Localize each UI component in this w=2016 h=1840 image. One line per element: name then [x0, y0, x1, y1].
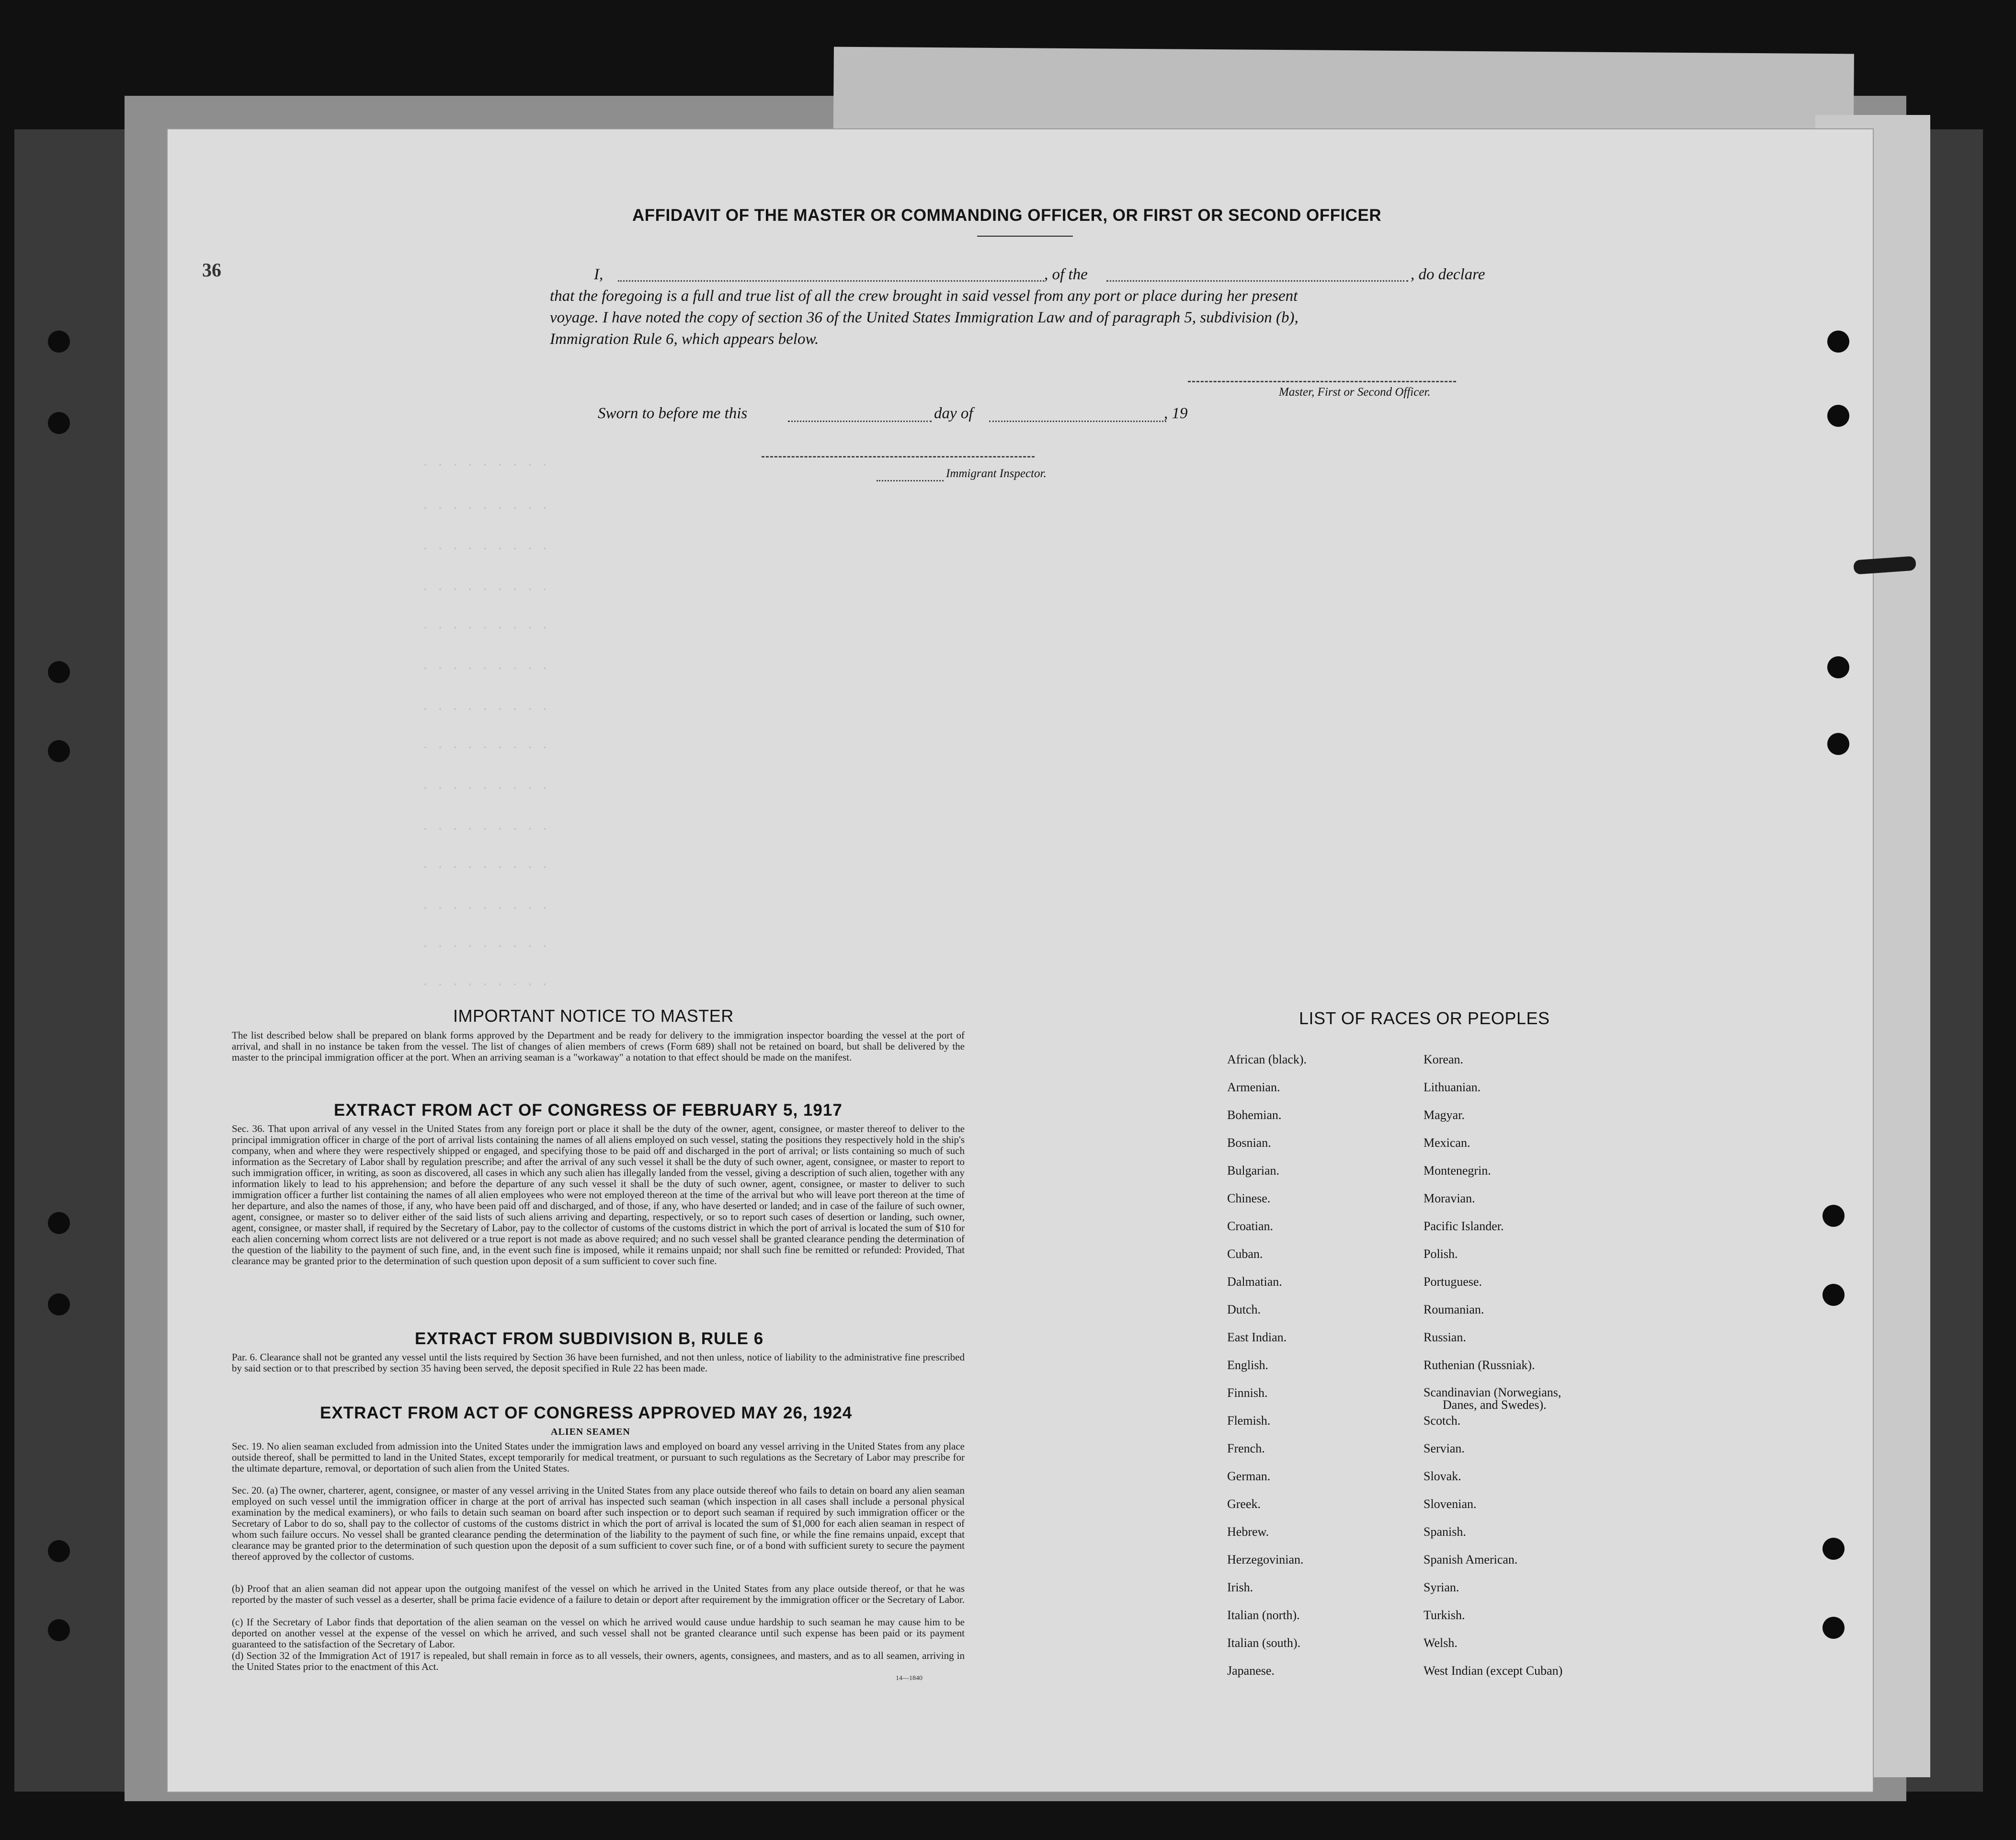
- race-item: Spanish.: [1424, 1525, 1466, 1539]
- race-item: Polish.: [1424, 1247, 1458, 1261]
- extract-1924-title: EXTRACT FROM ACT OF CONGRESS APPROVED MAY 26, 1924: [320, 1404, 853, 1422]
- race-item: Herzegovinian.: [1227, 1553, 1304, 1566]
- race-item: Magyar.: [1424, 1108, 1465, 1122]
- affidavit-line-2: voyage. I have noted the copy of section 36 of the United States Immigration Law and of paragraph 5, subdivision (b),: [550, 309, 1298, 326]
- race-item: Korean.: [1424, 1052, 1464, 1066]
- notice-body: The list described below shall be prepared on blank forms approved by the Department and be ready for delivery to the immigration inspector boarding the vessel at the port of arrival, and shall in no instance be taken from the vessel. The list of changes of alien members of crews (Form 689) shall not be retained on board, but shall be delivered by the master to the principal immigration officer at the port. When an arriving seaman is a "workaway" a notation to that effect should be made on the manifest.: [232, 1029, 965, 1063]
- affidavit-line-3: Immigration Rule 6, which appears below.: [550, 331, 819, 348]
- race-item: Cuban.: [1227, 1247, 1263, 1261]
- race-item: Welsh.: [1424, 1636, 1458, 1650]
- race-item: Japanese.: [1227, 1664, 1275, 1678]
- race-item: Scotch.: [1424, 1414, 1461, 1428]
- race-item: Montenegrin.: [1424, 1164, 1491, 1177]
- race-item: French.: [1227, 1441, 1265, 1455]
- master-signature-field[interactable]: [1188, 381, 1456, 382]
- race-item: Slovenian.: [1424, 1497, 1477, 1511]
- race-item: East Indian.: [1227, 1330, 1287, 1344]
- binder-hole-icon: [48, 412, 70, 434]
- alien-seamen-subtitle: ALIEN SEAMEN: [551, 1427, 630, 1437]
- master-name-field[interactable]: [618, 280, 1044, 282]
- binder-hole-icon: [1822, 1538, 1845, 1560]
- binder-hole-icon: [48, 1212, 70, 1234]
- race-item: Turkish.: [1424, 1608, 1465, 1622]
- race-item: Dutch.: [1227, 1303, 1261, 1316]
- race-item: Russian.: [1424, 1330, 1466, 1344]
- affidavit-i-label: I,: [594, 266, 604, 283]
- race-item: Bosnian.: [1227, 1136, 1271, 1150]
- race-item: Hebrew.: [1227, 1525, 1269, 1539]
- race-item: Croatian.: [1227, 1219, 1274, 1233]
- binder-hole-icon: [48, 1293, 70, 1315]
- race-item: Irish.: [1227, 1580, 1253, 1594]
- master-signature-label: Master, First or Second Officer.: [1279, 386, 1431, 399]
- race-item: Italian (north).: [1227, 1608, 1300, 1622]
- race-item: Greek.: [1227, 1497, 1261, 1511]
- binder-hole-icon: [48, 331, 70, 353]
- race-item: West Indian (except Cuban): [1424, 1664, 1563, 1678]
- sworn-month-field[interactable]: [989, 421, 1166, 422]
- binder-hole-icon: [1827, 405, 1849, 427]
- race-item: Bohemian.: [1227, 1108, 1282, 1122]
- affidavit-of-the-label: , of the: [1044, 266, 1088, 283]
- binder-hole-icon: [1822, 1205, 1845, 1227]
- extract-1924-section-20c: (c) If the Secretary of Labor finds that deportation of the alien seaman on the vessel on which he arrived would cause undue hardship to such seaman he may cause him to be deported on another vessel at the expense of the vessel on which he arrived, and such vessel shall not be granted clearance until such expense has been paid or its payment guaranteed to the satisfaction of the Secretary of Labor.: [232, 1616, 965, 1650]
- races-title: LIST OF RACES OR PEOPLES: [1299, 1008, 1550, 1028]
- extract-1924-section-20a: Sec. 20. (a) The owner, charterer, agent, consignee, or master of any vessel arriving in the United States from any place outside thereof who fails to detain on board any alien seaman employed on such vessel until the immigration officer in charge at the port of arrival has inspected such seaman (which inspection in all cases shall include a personal physical examination by the medical examiners), or who fails to detain such seaman on board after such inspection or to deport such seaman if required by such immigration officer or the Secretary of Labor to do so, shall pay to the collector of customs of the customs district in which the port of arrival is located the sum of $1,000 for each alien seaman in respect of whom such failure occurs. No vessel shall be granted clearance pending the determination of the liability to the payment of such fine, or while the fine remains unpaid, except that clearance may be granted prior to the determination of such question upon the deposit of a sum sufficient to cover such fine, or of a bond with sufficient surety to secure the payment thereof approved by the collector of customs.: [232, 1485, 965, 1562]
- race-item: Chinese.: [1227, 1191, 1271, 1205]
- binder-hole-icon: [48, 1619, 70, 1641]
- binder-hole-icon: [1822, 1284, 1845, 1306]
- extract-1924-section-19: Sec. 19. No alien seaman excluded from admission into the United States under the immigration laws and employed on board any vessel arriving in the United States from any place outside thereof, shall be permitted to land in the United States, except temporarily for medical treatment, or pursuant to such regulations as the Secretary of Labor may prescribe for the ultimate departure, removal, or deportation of such alien from the United States.: [232, 1440, 965, 1474]
- inspector-name-prefix: [877, 480, 944, 481]
- race-item: Syrian.: [1424, 1580, 1459, 1594]
- extract-1917-body: Sec. 36. That upon arrival of any vessel in the United States from any foreign port or place it shall be the duty of the owner, agent, consignee, or master thereof to deliver to the principal immigration officer in charge of the port of arrival lists containing the names of all aliens employed on such vessel, stating the positions they respectively hold in the ship's company, when and where they were respectively shipped or engaged, and specifying those to be paid off and discharged in the port of arrival; or lists containing so much of such information as the Secretary of Labor shall by regulation prescribe; and after the arrival of any such vessel it shall be the duty of such owner, agent, consignee, or master to report to such immigration officer, in writing, as soon as discovered, all cases in which any such alien has illegally landed from the vessel, giving a description of such alien, together with any information likely to lead to his apprehension; and before the departure of any such vessel it shall be the duty of such owner, agent, consignee, or master to deliver to such immigration officer a further list containing the names of all alien employees who were not employed thereon at the time of the arrival but who will leave port thereon at the time of her departure, and also the names of those, if any, who have been paid off and discharged, and of those, if any, who have deserted or landed; and in case of the failure of such owner, agent, consignee, or master so to deliver either of the said lists of such aliens arriving and departing, respectively, or so to report such cases of desertion or landing, such owner, agent, consignee, or master shall, if required by the Secretary of Labor, pay to the collector of customs of the customs district in which the port of arrival is located the sum of $10 for each alien concerning whom correct lists are not delivered or a true report is not made as above required; and no such vessel shall be granted clearance pending the determination of the question of the liability to the payment of such fine, and, in the event such fine is imposed, while it remains unpaid; nor shall such fine be remitted or refunded: Provided, That clearance may be granted prior to the determination of such question upon deposit of a sum sufficient to cover such fine.: [232, 1123, 965, 1267]
- binder-hole-icon: [48, 740, 70, 762]
- race-item: Dalmatian.: [1227, 1275, 1282, 1289]
- notice-title: IMPORTANT NOTICE TO MASTER: [453, 1006, 734, 1026]
- vessel-name-field[interactable]: [1106, 280, 1408, 282]
- race-item: Mexican.: [1424, 1136, 1470, 1150]
- form-number: 14—1840: [896, 1675, 923, 1682]
- affidavit-line-1: that the foregoing is a full and true list of all the crew brought in said vessel from any port or place during her present: [550, 287, 1298, 305]
- binder-hole-icon: [48, 661, 70, 683]
- race-item: Armenian.: [1227, 1080, 1280, 1094]
- races-column-2: [1424, 1053, 1562, 1692]
- extract-1917-title: EXTRACT FROM ACT OF CONGRESS OF FEBRUARY 5, 1917: [334, 1101, 843, 1120]
- race-item: Roumanian.: [1424, 1303, 1484, 1316]
- race-item: Spanish American.: [1424, 1553, 1518, 1566]
- extract-rule6-body: Par. 6. Clearance shall not be granted any vessel until the lists required by Section 36 have been furnished, and not then unless, notice of liability to the administrative fine prescribed by said section or to that prescribed by section 35 having been served, the deposit specified in Rule 22 has been made.: [232, 1351, 965, 1374]
- extract-1924-section-20d: (d) Section 32 of the Immigration Act of 1917 is repealed, but shall remain in force as to all vessels, their owners, agents, consignees, and masters, and as to all seamen, arriving in the United States prior to the enactment of this Act.: [232, 1650, 965, 1672]
- race-item: Pacific Islander.: [1424, 1219, 1504, 1233]
- affidavit-declare-label: , do declare: [1411, 266, 1485, 283]
- race-item: Bulgarian.: [1227, 1164, 1280, 1177]
- race-item: Italian (south).: [1227, 1636, 1301, 1650]
- inspector-signature-field[interactable]: [762, 456, 1035, 457]
- margin-mark: 36: [202, 259, 221, 281]
- races-column-1: [1227, 1053, 1307, 1692]
- binder-hole-icon: [1827, 331, 1849, 353]
- year-label: , 19: [1164, 405, 1188, 422]
- race-item: Lithuanian.: [1424, 1080, 1481, 1094]
- sworn-label: Sworn to before me this: [598, 405, 748, 422]
- race-item: Slovak.: [1424, 1469, 1461, 1483]
- sworn-day-field[interactable]: [788, 421, 932, 422]
- title-underline: [977, 236, 1073, 237]
- race-item: Moravian.: [1424, 1191, 1475, 1205]
- race-item: Servian.: [1424, 1441, 1465, 1455]
- race-item: Portuguese.: [1424, 1275, 1482, 1289]
- race-item: Ruthenian (Russniak).: [1424, 1358, 1535, 1372]
- extract-rule6-title: EXTRACT FROM SUBDIVISION B, RULE 6: [415, 1329, 764, 1348]
- race-item: Scandinavian (Norwegians, Danes, and Swedes).: [1424, 1385, 1561, 1412]
- day-of-label: day of: [934, 405, 973, 422]
- binder-hole-icon: [1827, 733, 1849, 755]
- binder-hole-icon: [48, 1540, 70, 1562]
- race-item: German.: [1227, 1469, 1271, 1483]
- binder-hole-icon: [1827, 656, 1849, 678]
- affidavit-title: AFFIDAVIT OF THE MASTER OR COMMANDING OFFICER, OR FIRST OR SECOND OFFICER: [632, 206, 1382, 225]
- race-item: English.: [1227, 1358, 1268, 1372]
- race-item: Flemish.: [1227, 1414, 1271, 1428]
- inspector-label: Immigrant Inspector.: [946, 467, 1047, 480]
- extract-1924-section-20b: (b) Proof that an alien seaman did not appear upon the outgoing manifest of the vessel on which he arrived in the United States from any place outside thereof, or that he was reported by the master of such vessel as a deserter, shall be prima facie evidence of a failure to detain or deport after requirement by the immigration officer or the Secretary of Labor.: [232, 1583, 965, 1605]
- race-item: African (black).: [1227, 1052, 1307, 1066]
- race-item: Finnish.: [1227, 1386, 1268, 1400]
- binder-hole-icon: [1822, 1617, 1845, 1639]
